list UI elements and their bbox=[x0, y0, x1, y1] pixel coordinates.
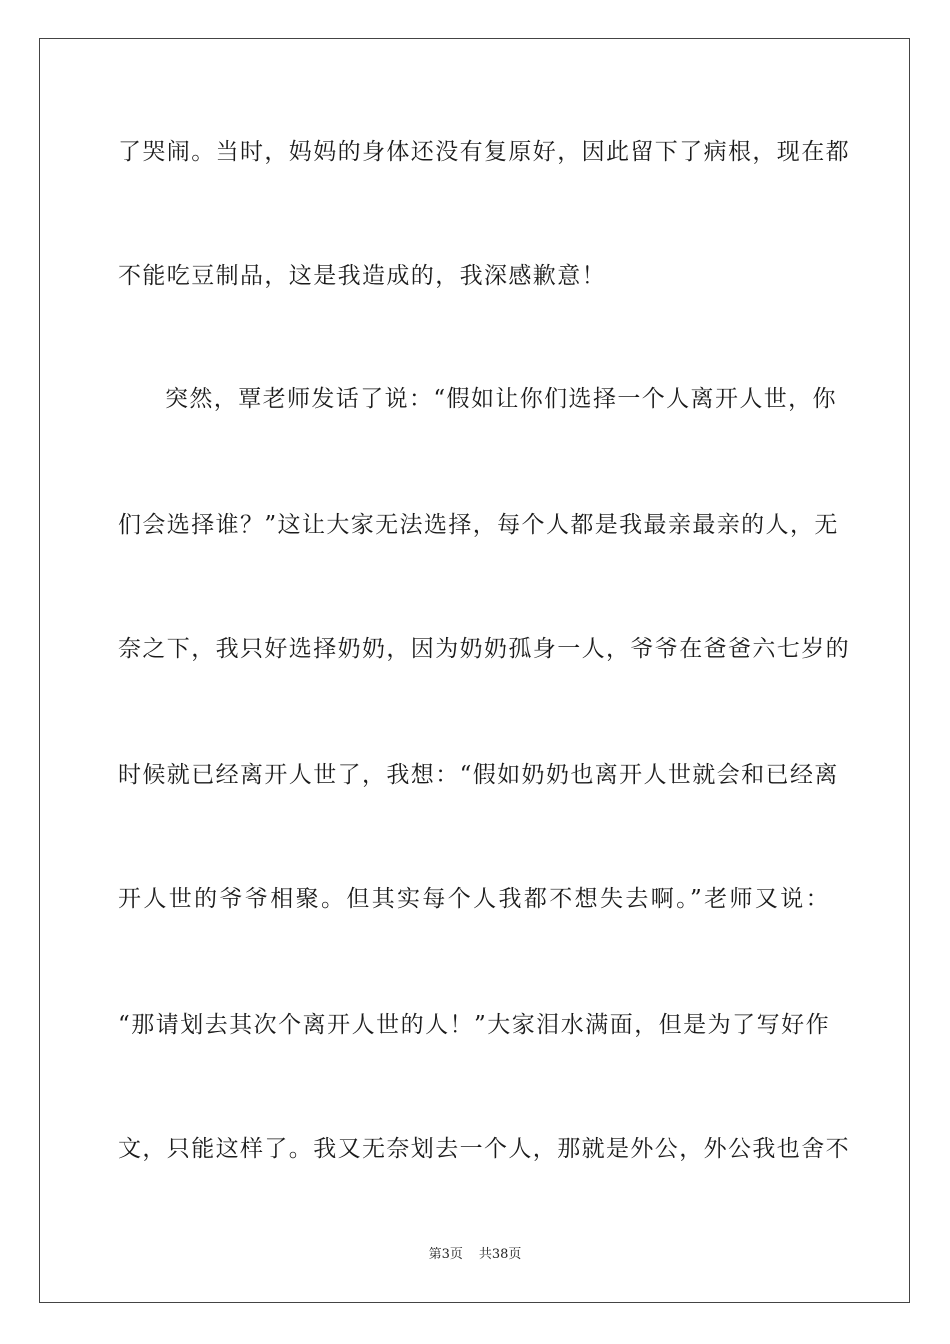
text-line-6: 时候就已经离开人世了，我想：“假如奶奶也离开人世就会和已经离 bbox=[118, 762, 839, 788]
text-line-4: 们会选择谁？”这让大家无法选择，每个人都是我最亲最亲的人，无 bbox=[118, 512, 839, 538]
text-line-1: 了哭闹。当时，妈妈的身体还没有复原好，因此留下了病根，现在都 bbox=[118, 139, 850, 165]
text-line-2: 不能吃豆制品，这是我造成的，我深感歉意！ bbox=[118, 263, 606, 289]
page-border bbox=[39, 38, 910, 1303]
text-line-9: 文，只能这样了。我又无奈划去一个人，那就是外公，外公我也舍不 bbox=[118, 1136, 850, 1162]
text-line-3: 突然，覃老师发话了说：“假如让你们选择一个人离开人世，你 bbox=[165, 386, 837, 412]
text-line-5: 奈之下，我只好选择奶奶，因为奶奶孤身一人，爷爷在爸爸六七岁的 bbox=[118, 636, 850, 662]
page-footer bbox=[0, 1246, 950, 1264]
page-total: 共38页 bbox=[478, 1247, 522, 1262]
text-line-7: 开人世的爷爷相聚。但其实每个人我都不想失去啊。”老师又说： bbox=[118, 886, 830, 912]
text-line-8: “那请划去其次个离开人世的人！”大家泪水满面，但是为了写好作 bbox=[118, 1012, 830, 1038]
page-number: 第3页 bbox=[428, 1247, 463, 1262]
